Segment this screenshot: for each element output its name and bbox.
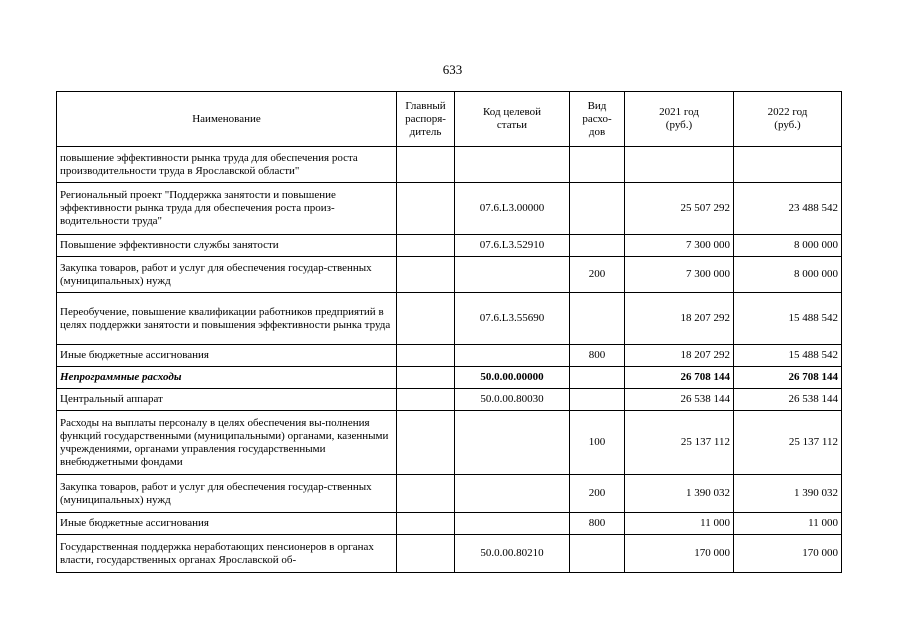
row-name: Закупка товаров, работ и услуг для обеспечения государ-ственных (муниципальных) нужд bbox=[57, 475, 397, 513]
row-manager bbox=[397, 475, 455, 513]
row-code bbox=[455, 345, 570, 367]
row-manager bbox=[397, 367, 455, 389]
row-2022: 23 488 542 bbox=[734, 183, 842, 235]
row-name: Расходы на выплаты персоналу в целях обеспечения вы-полнения функций государственными (муниципальными) органами, казенными учреждениями, органами управления государственными внебюджетными фондами bbox=[57, 411, 397, 475]
row-2021: 25 137 112 bbox=[625, 411, 734, 475]
row-type bbox=[570, 183, 625, 235]
row-manager bbox=[397, 257, 455, 293]
row-code: 50.0.00.80030 bbox=[455, 389, 570, 411]
row-manager bbox=[397, 235, 455, 257]
header-type: Вид расхо- дов bbox=[570, 92, 625, 147]
table-row bbox=[57, 235, 842, 257]
row-name: Иные бюджетные ассигнования bbox=[57, 513, 397, 535]
row-2021: 7 300 000 bbox=[625, 257, 734, 293]
row-manager bbox=[397, 411, 455, 475]
row-manager bbox=[397, 293, 455, 345]
row-code: 07.6.L3.55690 bbox=[455, 293, 570, 345]
row-manager bbox=[397, 513, 455, 535]
row-manager bbox=[397, 183, 455, 235]
row-2021: 18 207 292 bbox=[625, 293, 734, 345]
row-type bbox=[570, 389, 625, 411]
row-manager bbox=[397, 535, 455, 573]
header-code: Код целевой статьи bbox=[455, 92, 570, 147]
row-type bbox=[570, 535, 625, 573]
row-type bbox=[570, 235, 625, 257]
row-name: Иные бюджетные ассигнования bbox=[57, 345, 397, 367]
row-code bbox=[455, 147, 570, 183]
table-row bbox=[57, 475, 842, 513]
row-2022: 25 137 112 bbox=[734, 411, 842, 475]
row-2021: 18 207 292 bbox=[625, 345, 734, 367]
row-2021: 11 000 bbox=[625, 513, 734, 535]
row-type: 100 bbox=[570, 411, 625, 475]
row-2022: 15 488 542 bbox=[734, 293, 842, 345]
page-number: 633 bbox=[442, 62, 463, 77]
row-name: Переобучение, повышение квалификации работников предприятий в целях поддержки занятости и повышения эффективности рынка труда bbox=[57, 293, 397, 345]
row-code: 50.0.00.00000 bbox=[455, 367, 570, 389]
row-2021: 26 538 144 bbox=[625, 389, 734, 411]
row-2021: 7 300 000 bbox=[625, 235, 734, 257]
row-code bbox=[455, 411, 570, 475]
row-type bbox=[570, 293, 625, 345]
table-row bbox=[57, 535, 842, 573]
row-type: 200 bbox=[570, 475, 625, 513]
row-code bbox=[455, 475, 570, 513]
row-2022 bbox=[734, 147, 842, 183]
table-row-section bbox=[57, 367, 842, 389]
row-manager bbox=[397, 345, 455, 367]
row-code: 07.6.L3.52910 bbox=[455, 235, 570, 257]
row-type bbox=[570, 147, 625, 183]
header-2022: 2022 год (руб.) bbox=[734, 92, 842, 147]
header-name: Наименование bbox=[57, 92, 397, 147]
budget-table bbox=[56, 91, 842, 573]
row-2022: 8 000 000 bbox=[734, 257, 842, 293]
row-type: 200 bbox=[570, 257, 625, 293]
row-name: Центральный аппарат bbox=[57, 389, 397, 411]
row-2022: 15 488 542 bbox=[734, 345, 842, 367]
row-2022: 11 000 bbox=[734, 513, 842, 535]
table-row bbox=[57, 183, 842, 235]
row-2022: 1 390 032 bbox=[734, 475, 842, 513]
row-code: 07.6.L3.00000 bbox=[455, 183, 570, 235]
table-row bbox=[57, 293, 842, 345]
table-row bbox=[57, 411, 842, 475]
row-manager bbox=[397, 147, 455, 183]
row-code bbox=[455, 257, 570, 293]
row-2022: 26 538 144 bbox=[734, 389, 842, 411]
row-2022: 170 000 bbox=[734, 535, 842, 573]
row-manager bbox=[397, 389, 455, 411]
header-2021: 2021 год (руб.) bbox=[625, 92, 734, 147]
table-row bbox=[57, 257, 842, 293]
row-name: повышение эффективности рынка труда для обеспечения роста производительности труда в Ярославской области" bbox=[57, 147, 397, 183]
row-2021: 1 390 032 bbox=[625, 475, 734, 513]
table-row bbox=[57, 345, 842, 367]
row-type: 800 bbox=[570, 345, 625, 367]
row-2021: 26 708 144 bbox=[625, 367, 734, 389]
row-type: 800 bbox=[570, 513, 625, 535]
row-name: Закупка товаров, работ и услуг для обеспечения государ-ственных (муниципальных) нужд bbox=[57, 257, 397, 293]
row-code bbox=[455, 513, 570, 535]
row-2022: 8 000 000 bbox=[734, 235, 842, 257]
table-row bbox=[57, 513, 842, 535]
row-name: Непрограммные расходы bbox=[57, 367, 397, 389]
row-code: 50.0.00.80210 bbox=[455, 535, 570, 573]
row-type bbox=[570, 367, 625, 389]
table-header-row bbox=[57, 92, 842, 147]
row-2021 bbox=[625, 147, 734, 183]
table-row bbox=[57, 147, 842, 183]
row-2021: 170 000 bbox=[625, 535, 734, 573]
row-name: Региональный проект "Поддержка занятости и повышение эффективности рынка труда для обеспечения роста произ-водительности труда" bbox=[57, 183, 397, 235]
table-row bbox=[57, 389, 842, 411]
row-name: Государственная поддержка неработающих пенсионеров в органах власти, государственных органах Ярославской об- bbox=[57, 535, 397, 573]
row-name: Повышение эффективности службы занятости bbox=[57, 235, 397, 257]
row-2022: 26 708 144 bbox=[734, 367, 842, 389]
row-2021: 25 507 292 bbox=[625, 183, 734, 235]
header-manager: Главный распоря- дитель bbox=[397, 92, 455, 147]
